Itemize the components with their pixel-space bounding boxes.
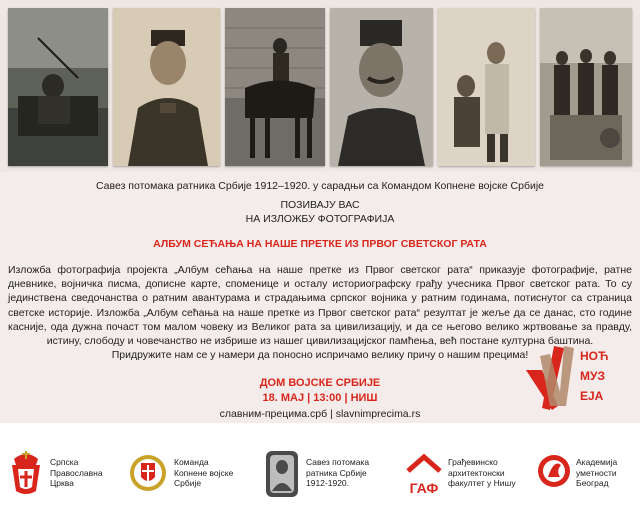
organizers-footer — [0, 423, 640, 512]
venue: ДОМ ВОЈСКЕ СРБИЈЕ — [259, 377, 381, 389]
gaf-faculty-logo-icon — [404, 449, 444, 499]
org-warriors-line-1: Савез потомака — [306, 457, 370, 467]
org-army-line-3: Србије — [174, 478, 202, 488]
exhibition-title: АЛБУМ СЕЋАЊА НА НАШЕ ПРЕТКЕ ИЗ ПРВОГ СВЕТСКОГ РАТА — [153, 238, 487, 250]
academy-of-arts-logo-icon — [534, 449, 574, 499]
description-closing: Придружите нам се у намери да поносно испричамо велику причу о нашим прецима! — [111, 349, 529, 361]
svg-text:ГАФ: ГАФ — [409, 480, 439, 496]
invite-line-2: НА ИЗЛОЖБУ ФОТОГРАФИЈА — [245, 213, 395, 225]
army-command-emblem-icon — [128, 449, 168, 499]
cavalry-soldier-photo — [225, 8, 325, 166]
noc-muzeja-line-2: МУЗ — [580, 369, 605, 383]
org-gaf-line-1: Грађевинско — [448, 457, 498, 467]
description-paragraph-1: Изложба фотографија пројекта „Албум сећања на наше претке из Првог светског рата“ приказује фотографије, ратне дневнике, војничка писма, дописне карте, споменице и осталу историографску грађу учесника Првог светског рата. То су јединствена сведочанства о ратним авантурама и страдањима српског војника у ратним годинама, потиснутог са страница светске историје. Изложба „Албум сећања на наше претке из Првог светског рата“ резултат је жеље да се данас, сто године касније, ода дужна почаст том малом човеку из Великог рата за цивилизацију, и да се његово велико жртвовање за правду, истину, слободу и човечанство не избрише из нашег цивилизацијског памћења, већ постане културна баштина. — [8, 264, 632, 348]
org-army-line-2: Копнене војске — [174, 467, 234, 478]
org-army-line-1: Команда — [174, 457, 209, 467]
org-academy-line-3: Београд — [576, 478, 609, 488]
soldier-portrait-photo — [113, 8, 220, 166]
org-warriors-line-3: 1912-1920. — [306, 478, 350, 488]
photo-banner — [0, 0, 640, 172]
org-gaf-line-3: факултет у Нишу — [448, 478, 516, 488]
soldier-on-boat-photo — [8, 8, 108, 166]
organization-army-command — [128, 449, 258, 509]
org-church-line-2: Православна — [50, 467, 103, 478]
organization-warriors-association — [262, 449, 397, 509]
noc-muzeja-logo — [520, 340, 632, 412]
organization-gaf-faculty — [404, 449, 526, 509]
org-academy-line-1: Академија — [576, 457, 618, 467]
noc-muzeja-line-3: ЕЈА — [580, 389, 604, 403]
org-warriors-line-2: ратника Србије — [306, 467, 367, 478]
noc-muzeja-line-1: НОЋ — [580, 349, 609, 363]
soldier-group-photo — [540, 8, 632, 166]
intro-text: Савез потомака ратника Србије 1912–1920. у сарадњи са Командом Копнене војске Србије — [95, 180, 545, 192]
invite-line-1: ПОЗИВАЈУ ВАС — [280, 199, 360, 211]
warriors-association-emblem-icon — [262, 449, 302, 499]
org-gaf-line-2: архитектонски — [448, 467, 505, 478]
org-academy-line-2: уметности — [576, 467, 617, 478]
description — [8, 263, 632, 348]
org-church-line-3: Црква — [50, 478, 74, 488]
websites: славним-прецима.срб | slavnimprecima.rs — [219, 408, 421, 420]
orthodox-church-emblem-icon — [6, 449, 46, 499]
two-soldiers-photo — [438, 8, 535, 166]
date-time: 18. МАЈ | 13:00 | НИШ — [262, 392, 378, 404]
organization-academy-of-arts — [534, 449, 638, 509]
org-church-line-1: Српска — [50, 457, 79, 467]
organization-church — [6, 449, 126, 509]
officer-portrait-photo — [330, 8, 433, 166]
